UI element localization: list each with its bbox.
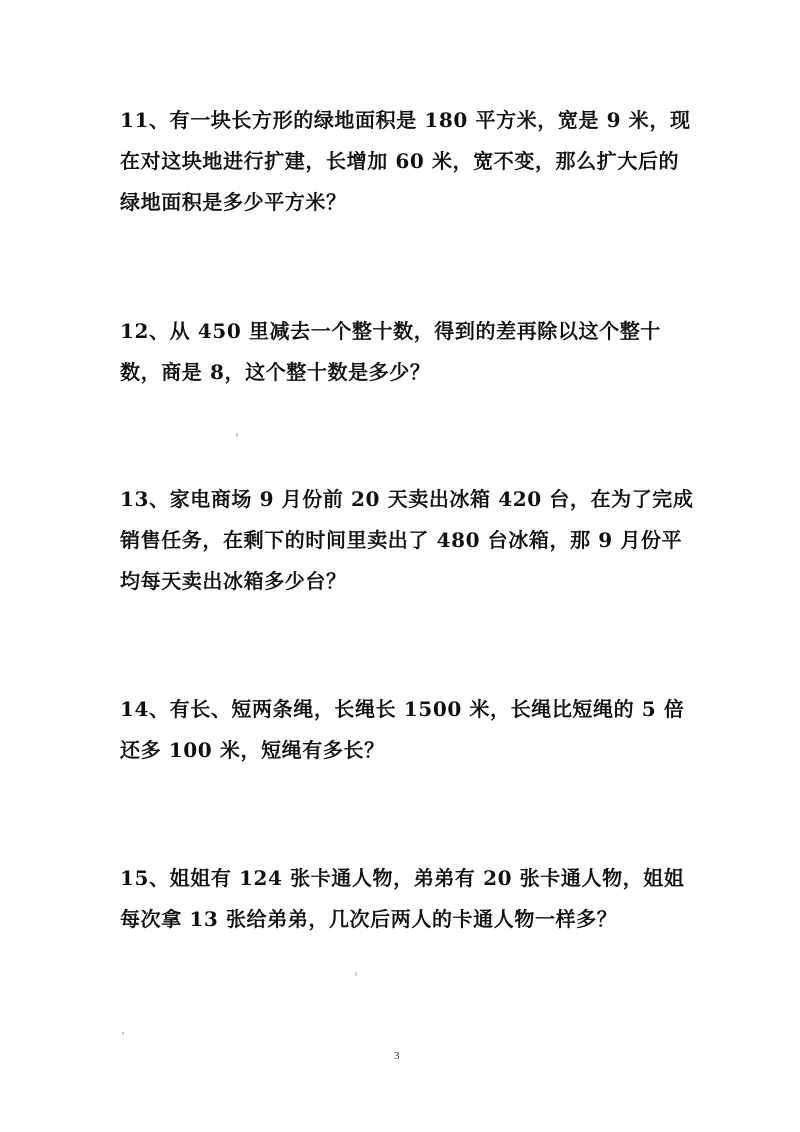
scan-speck [236, 433, 238, 437]
problem-14: 14、有长、短两条绳，长绳长 1500 米，长绳比短绳的 5 倍还多 100 米，短绳有多长？ [120, 697, 685, 762]
problem-12: 12、从 450 里减去一个整十数，得到的差再除以这个整十数，商是 8，这个整十数是多少？ [120, 319, 661, 384]
problem-11: 11、有一块长方形的绿地面积是 180 平方米，宽是 9 米，现在对这块地进行扩建，长增加 60 米，宽不变，那么扩大后的绿地面积是多少平方米？ [120, 108, 691, 214]
problem-13: 13、家电商场 9 月份前 20 天卖出冰箱 420 台，在为了完成销售任务，在剩下的时间里卖出了 480 台冰箱，那 9 月份平均每天卖出冰箱多少台？ [120, 487, 694, 593]
page-number: 3 [394, 1050, 400, 1062]
problem-15: 15、姐姐有 124 张卡通人物，弟弟有 20 张卡通人物，姐姐每次拿 13 张给弟弟，几次后两人的卡通人物一样多？ [120, 866, 685, 931]
scan-speck [122, 1032, 124, 1035]
scan-speck [355, 972, 357, 976]
